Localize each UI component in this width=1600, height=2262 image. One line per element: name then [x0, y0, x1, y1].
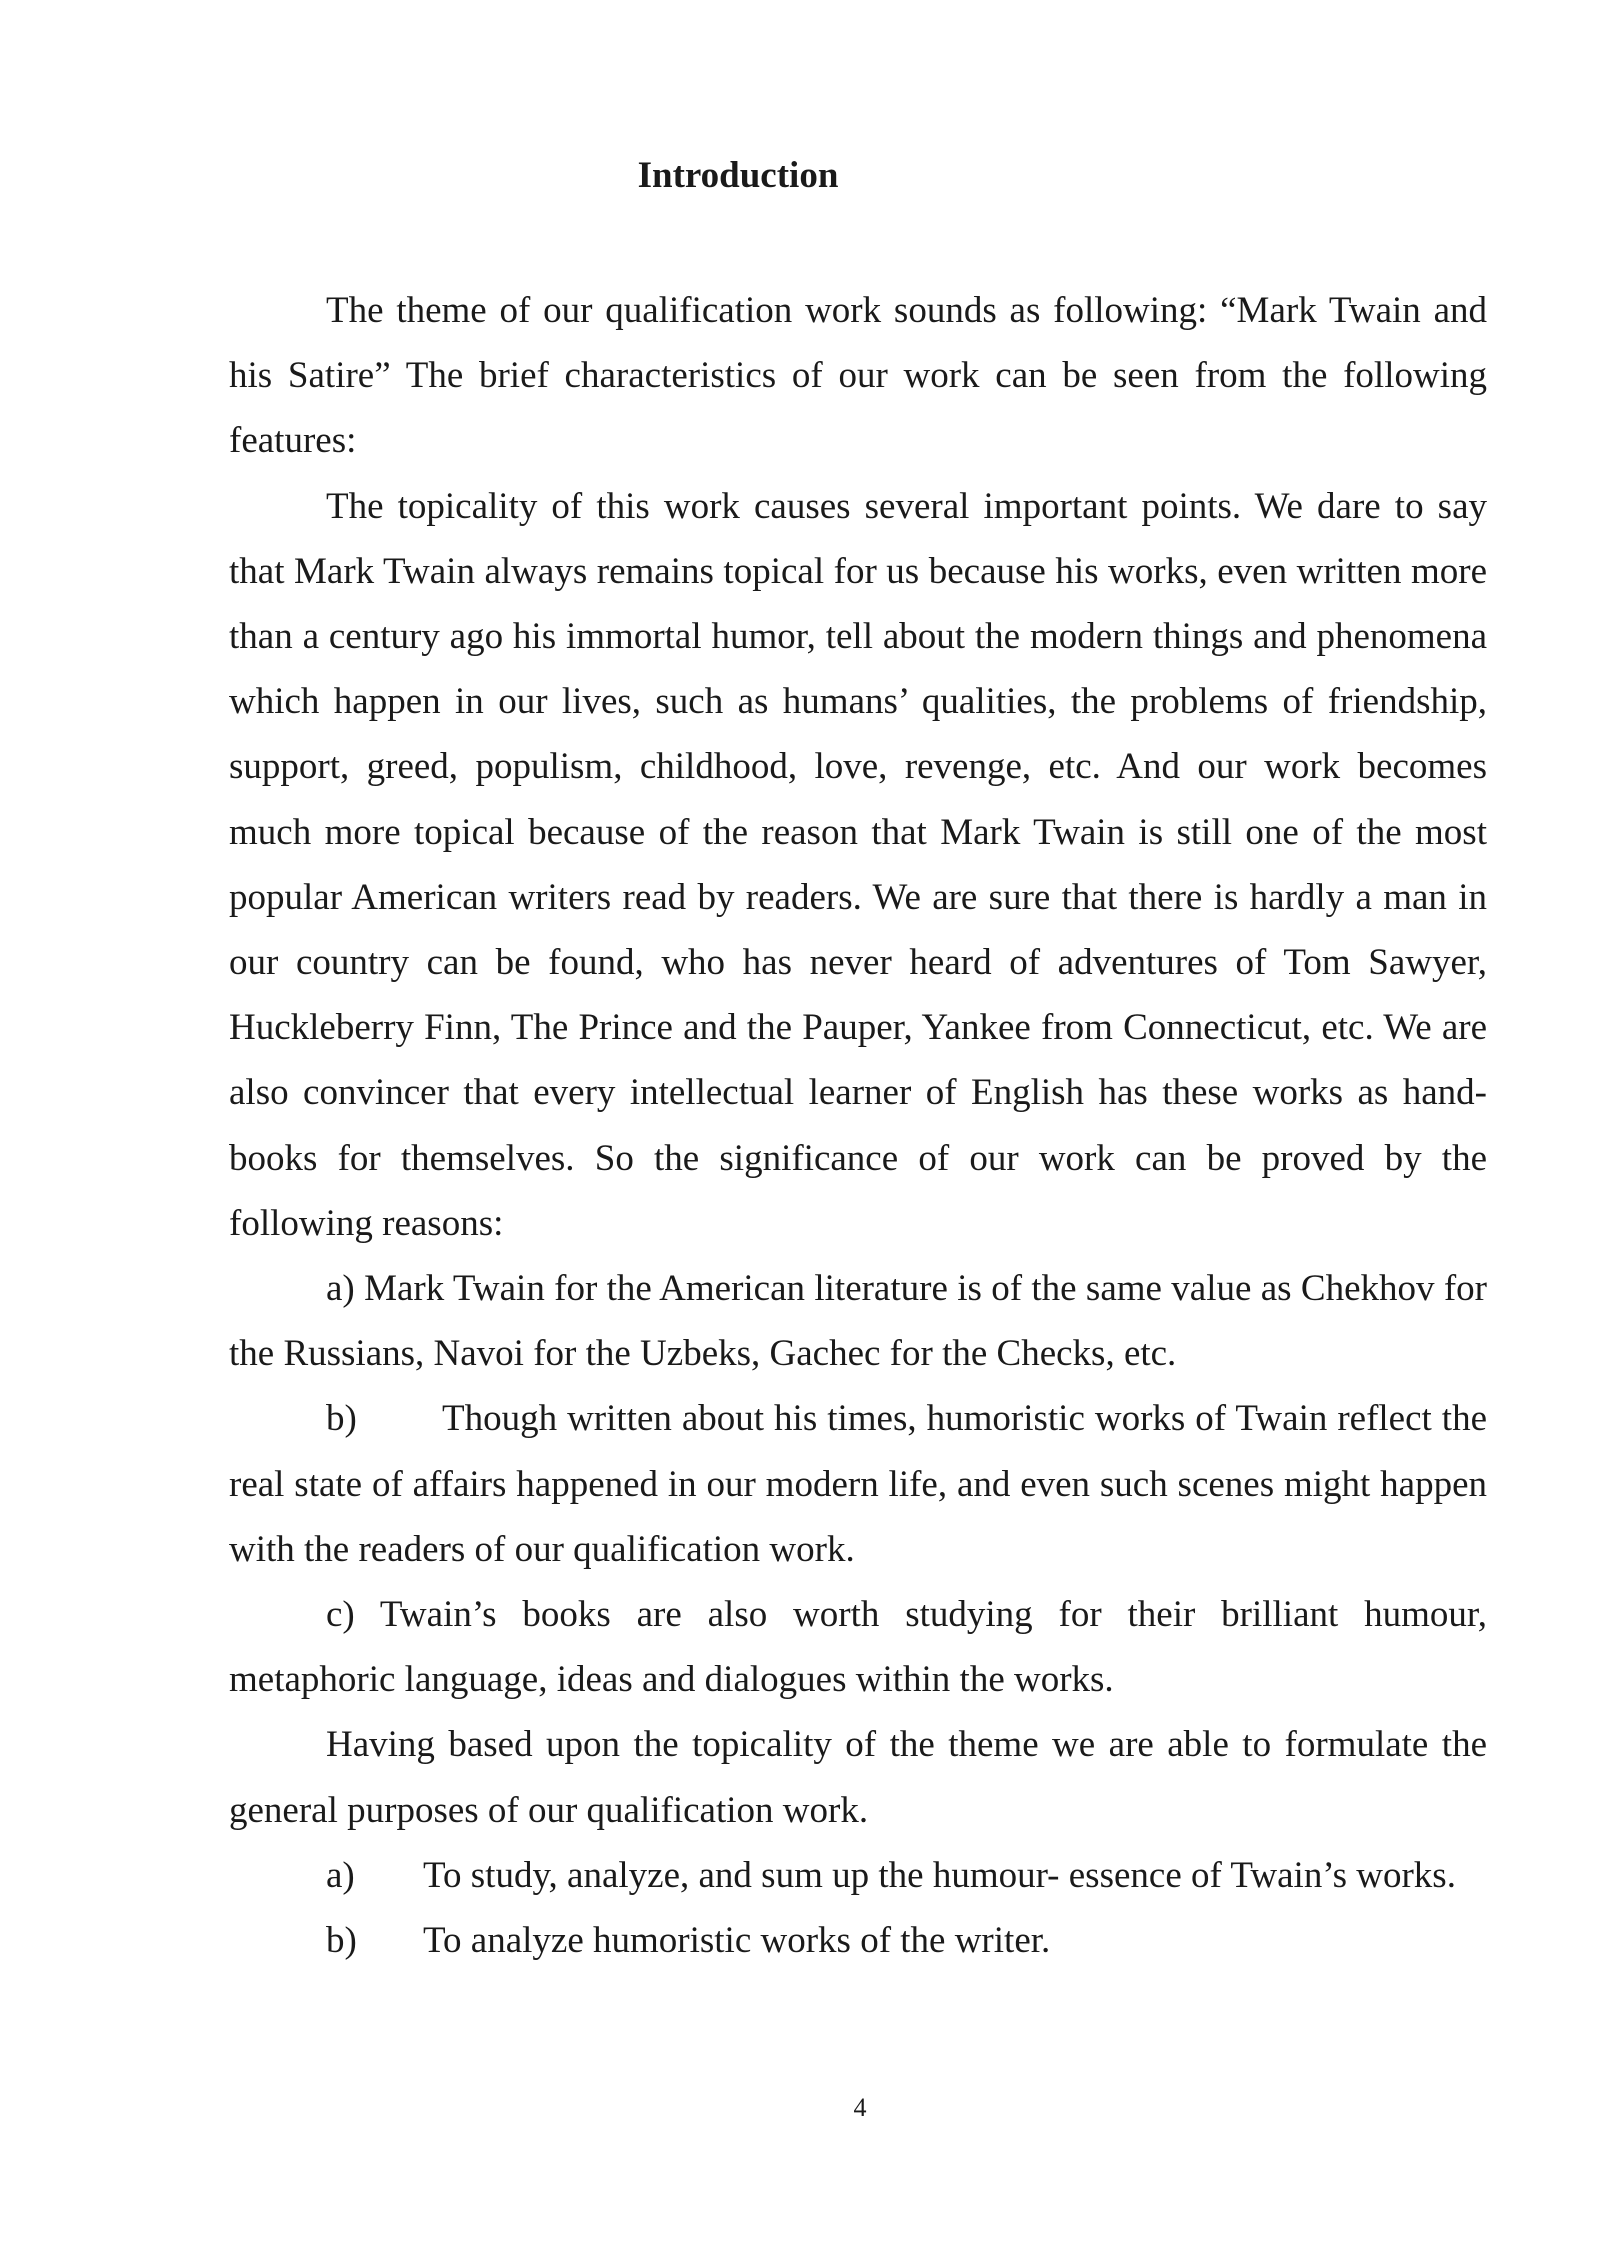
paragraph-purposes: Having based upon the topicality of the theme we are able to formulate the general purposes of our qualification work.: [229, 1724, 1487, 1831]
goal-text: To analyze humoristic works of the writer.: [423, 1920, 1051, 1962]
paragraph-theme: The theme of our qualification work sounds as following: “Mark Twain and his Satire” The brief characteristics of our work can be seen from the following features:: [229, 290, 1487, 462]
document-body: [229, 278, 1487, 1973]
paragraph-topicality: The topicality of this work causes several important points. We dare to say that Mark Twain always remains topical for us because his works, even written more than a century ago his immortal humor, tell about the modern things and phenomena which happen in our lives, such as humans’ qualities, the problems of friendship, support, greed, populism, childhood, love, revenge, etc. And our work becomes much more topical because of the reason that Mark Twain is still one of the most popular American writers read by readers. We are sure that there is hardly a man in our country can be found, who has never heard of adventures of Tom Sawyer, Huckleberry Finn, The Prince and the Pauper, Yankee from Connecticut, etc. We are also convincer that every intellectual learner of English has these works as hand-books for themselves. So the significance of our work can be proved by the following reasons:: [229, 485, 1487, 1244]
page-title: Introduction: [637, 155, 839, 196]
page-number: 4: [853, 2093, 867, 2122]
reason-a: a) Mark Twain for the American literature is of the same value as Chekhov for the Russians, Navoi for the Uzbeks, Gachec for the Checks, etc.: [229, 1268, 1487, 1375]
reason-b-text: Though written about his times, humoristic works of Twain reflect the real state of affairs happened in our modern life, and even such scenes might happen with the readers of our qualification work.: [229, 1398, 1487, 1570]
reason-b-marker: b): [326, 1398, 357, 1440]
goal-text: To study, analyze, and sum up the humour- essence of Twain’s works.: [423, 1854, 1456, 1896]
goal-item: [229, 1908, 1487, 1973]
goal-marker: b): [326, 1920, 357, 1962]
reason-b: [229, 1386, 1487, 1582]
goal-marker: a): [326, 1854, 355, 1896]
goal-item: [229, 1843, 1487, 1908]
reason-c: c) Twain’s books are also worth studying for their brilliant humour, metaphoric language, ideas and dialogues within the works.: [229, 1594, 1487, 1701]
